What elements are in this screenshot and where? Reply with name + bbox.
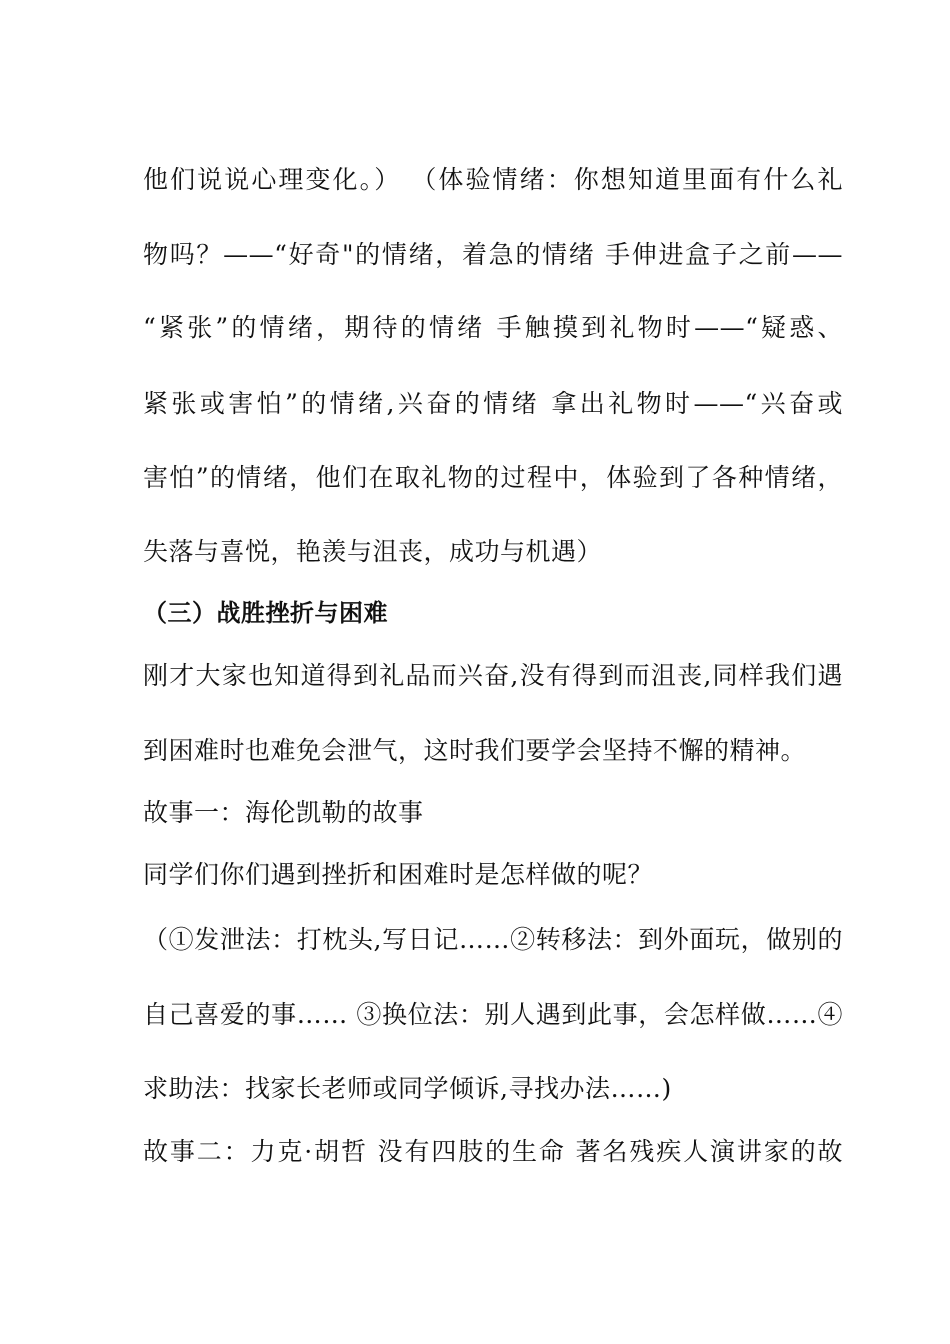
text-line-3: “紧张”的情绪，期待的情绪 手触摸到礼物时——“疑惑、	[143, 313, 843, 342]
text-line-2: 物吗？——“好奇"的情绪，着急的情绪 手伸进盒子之前——	[143, 240, 843, 269]
section-heading: （三）战胜挫折与困难	[143, 599, 388, 627]
text-line-1: 他们说说心理变化。） （体验情绪：你想知道里面有什么礼	[143, 165, 843, 194]
text-line-12: （①发泄法：打枕头,写日记……②转移法：到外面玩，做别的	[143, 925, 843, 954]
text-line-5: 害怕”的情绪，他们在取礼物的过程中，体验到了各种情绪，	[143, 463, 843, 492]
story-two-title: 故事二：力克·胡哲 没有四肢的生命 著名残疾人演讲家的故	[143, 1137, 843, 1166]
text-line-13: 自己喜爱的事…… ③换位法：别人遇到此事，会怎样做……④	[143, 1000, 843, 1029]
text-line-8: 刚才大家也知道得到礼品而兴奋,没有得到而沮丧,同样我们遇	[143, 661, 843, 690]
text-line-6: 失落与喜悦，艳羡与沮丧，成功与机遇）	[143, 537, 603, 566]
text-line-4: 紧张或害怕”的情绪,兴奋的情绪 拿出礼物时——“兴奋或	[143, 389, 843, 418]
text-line-9: 到困难时也难免会泄气，这时我们要学会坚持不懈的精神。	[143, 736, 807, 765]
text-line-11: 同学们你们遇到挫折和困难时是怎样做的呢？	[143, 860, 654, 889]
story-one-title: 故事一：海伦凯勒的故事	[143, 798, 424, 827]
text-line-14: 求助法：找家长老师或同学倾诉,寻找办法……)	[143, 1074, 672, 1103]
